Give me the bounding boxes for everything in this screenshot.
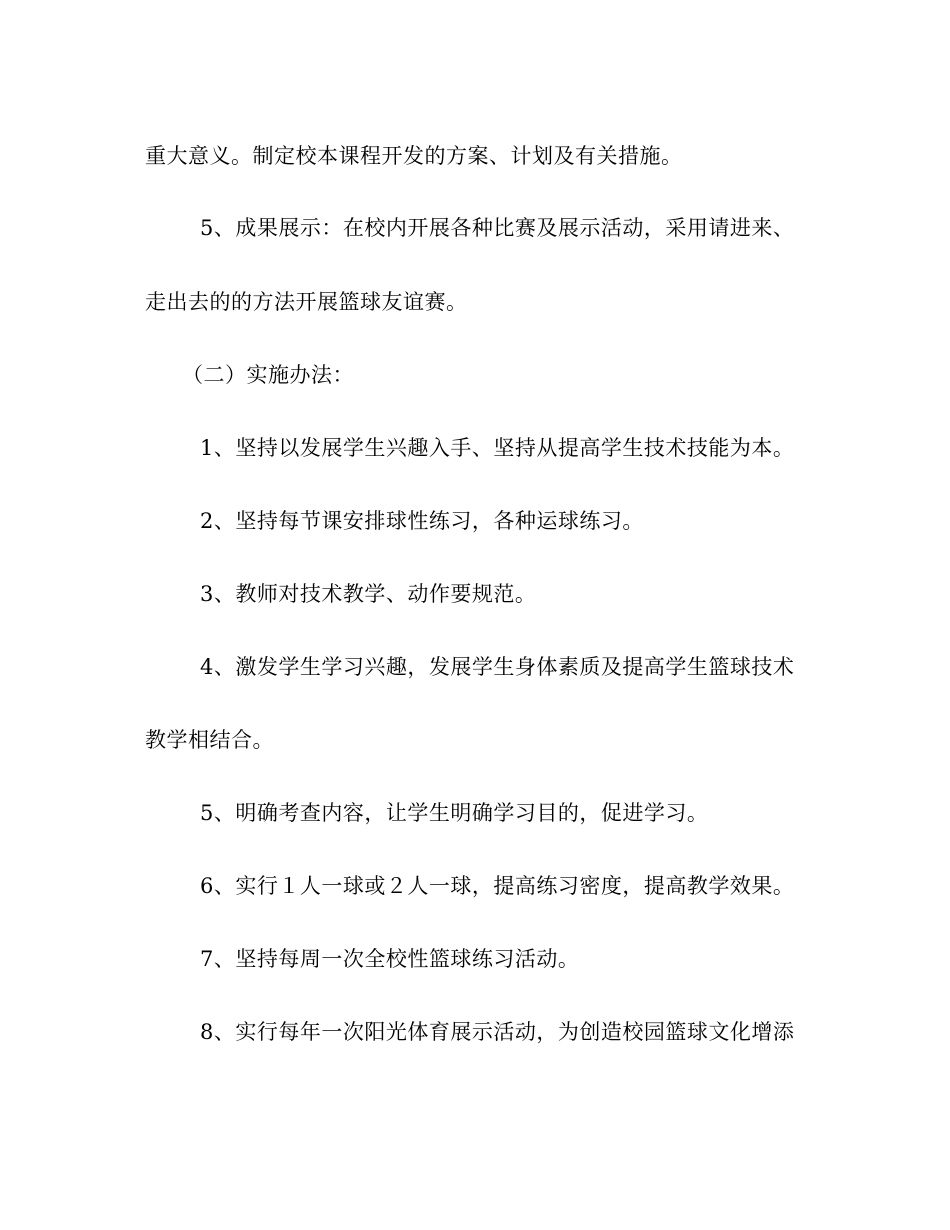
- list-item: 8、实行每年一次阳光体育展示活动，为创造校园篮球文化增添: [200, 1020, 795, 1044]
- list-item: 2、坚持每节课安排球性练习，各种运球练习。: [200, 509, 644, 533]
- paragraph-line: 教学相结合。: [145, 728, 274, 752]
- paragraph-line: 走出去的的方法开展篮球友谊赛。: [145, 290, 468, 314]
- paragraph-line: 重大意义。制定校本课程开发的方案、计划及有关措施。: [145, 144, 683, 168]
- list-item: 7、坚持每周一次全校性篮球练习活动。: [200, 947, 580, 971]
- list-item: 4、激发学生学习兴趣，发展学生身体素质及提高学生篮球技术: [200, 655, 795, 679]
- list-item: 6、实行１人一球或２人一球，提高练习密度，提高教学效果。: [200, 874, 795, 898]
- list-item: 3、教师对技术教学、动作要规范。: [200, 582, 537, 606]
- list-item: 1、坚持以发展学生兴趣入手、坚持从提高学生技术技能为本。: [200, 436, 795, 460]
- paragraph-line: 5、成果展示：在校内开展各种比赛及展示活动，采用请进来、: [200, 216, 795, 240]
- list-item: 5、明确考查内容，让学生明确学习目的，促进学习。: [200, 801, 709, 825]
- section-heading: （二）实施办法：: [182, 363, 354, 387]
